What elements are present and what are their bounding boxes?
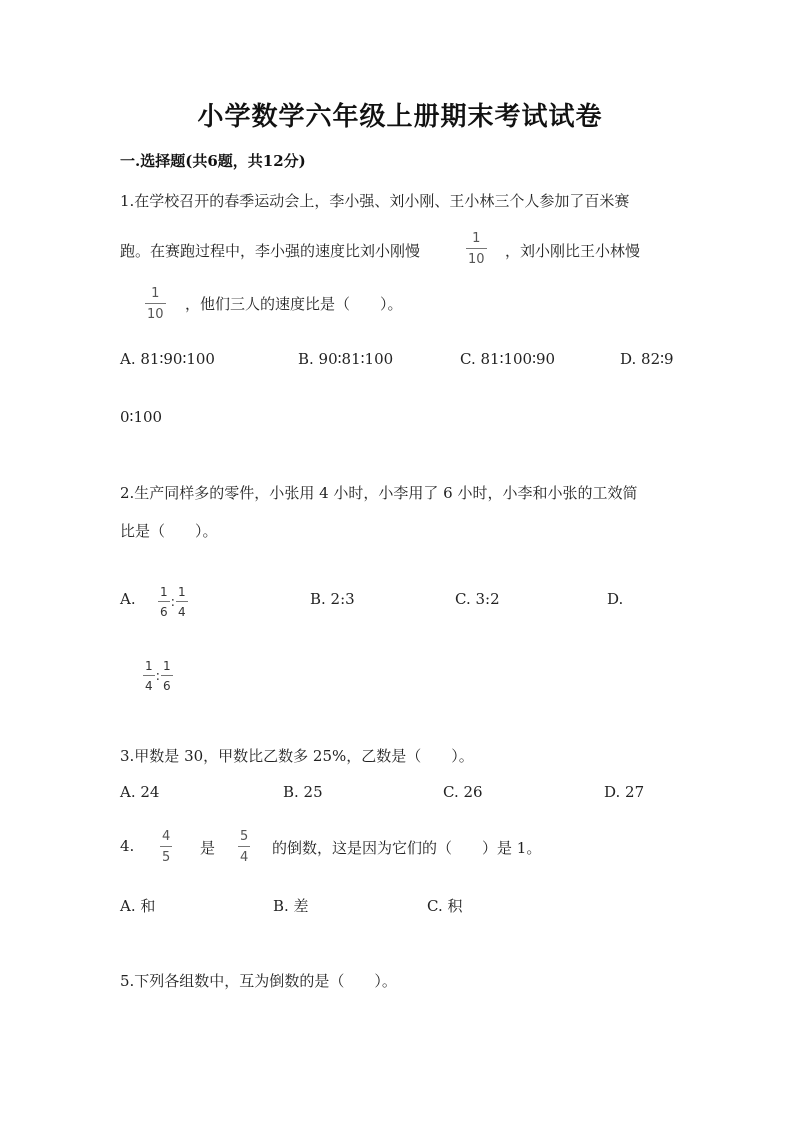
q5-line1: 5.下列各组数中，互为倒数的是（ ）。 [120,972,397,990]
q2-option-d-ratio[interactable] [143,660,173,692]
fraction-denominator: 4 [178,605,186,619]
q4-option-c[interactable]: C. 积 [427,897,463,915]
q2-option-c[interactable]: C. 3:2 [455,590,500,608]
q1-line3: ，他们三人的速度比是（ ）。 [185,295,403,313]
q1-option-d-continued: 0∶100 [120,408,163,426]
q1-option-c[interactable]: C. 81∶100∶90 [460,350,556,368]
fraction-denominator: 6 [160,605,168,619]
q1-line2a: 跑。在赛跑过程中，李小强的速度比刘小刚慢 [120,242,421,260]
q4-option-a[interactable]: A. 和 [120,897,156,915]
q2-option-b[interactable]: B. 2:3 [310,590,355,608]
q2-option-d-label[interactable]: D. [607,590,624,608]
fraction-numerator: 1 [145,659,153,673]
q1-option-b[interactable]: B. 90∶81∶100 [298,350,394,368]
fraction [176,586,188,618]
page-title: 小学数学六年级上册期末考试试卷 [197,102,603,132]
q2-line2: 比是（ ）。 [120,522,218,540]
q4-is: 是 [200,839,216,857]
fraction-denominator: 6 [163,679,171,693]
fraction-numerator: 4 [162,829,171,844]
fraction-denominator: 10 [147,307,164,322]
q2-option-a-label[interactable]: A. [120,590,136,608]
section-heading: 一.选择题(共6题，共12分) [120,152,306,170]
q1-option-a[interactable]: A. 81∶90∶100 [120,350,215,368]
q4-option-b[interactable]: B. 差 [273,897,309,915]
q3-option-c[interactable]: C. 26 [443,783,483,801]
q4-fraction-1 [160,830,172,864]
ratio-colon: : [155,668,161,684]
fraction-numerator: 1 [151,286,160,301]
q1-option-d[interactable]: D. 82∶9 [620,350,674,368]
q1-line2b: ，刘小刚比王小林慢 [505,242,641,260]
fraction-denominator: 4 [240,850,249,865]
q1-line1: 1.在学校召开的春季运动会上，李小强、刘小刚、王小林三个人参加了百米赛 [120,192,630,210]
q4-number: 4. [120,837,135,855]
fraction-denominator: 4 [145,679,153,693]
ratio-colon: : [170,594,176,610]
fraction-numerator: 1 [160,585,168,599]
q1-fraction-2 [145,287,166,321]
fraction [158,586,170,618]
q4-rest: 的倒数，这是因为它们的（ ）是 1。 [272,839,542,857]
q3-line1: 3.甲数是 30，甲数比乙数多 25%，乙数是（ ）。 [120,747,474,765]
q3-option-d[interactable]: D. 27 [604,783,645,801]
q4-fraction-2 [238,830,250,864]
q3-option-a[interactable]: A. 24 [120,783,160,801]
fraction-denominator: 5 [162,850,171,865]
fraction-numerator: 1 [163,659,171,673]
q3-option-b[interactable]: B. 25 [283,783,323,801]
fraction [161,660,173,692]
fraction-numerator: 5 [240,829,249,844]
fraction [143,660,155,692]
fraction-numerator: 1 [472,231,481,246]
fraction-numerator: 1 [178,585,186,599]
q1-fraction-1 [466,232,487,266]
q2-line1: 2.生产同样多的零件，小张用 4 小时，小李用了 6 小时，小李和小张的工效简 [120,484,638,502]
q2-option-a-ratio[interactable] [158,586,188,618]
fraction-denominator: 10 [468,252,485,267]
